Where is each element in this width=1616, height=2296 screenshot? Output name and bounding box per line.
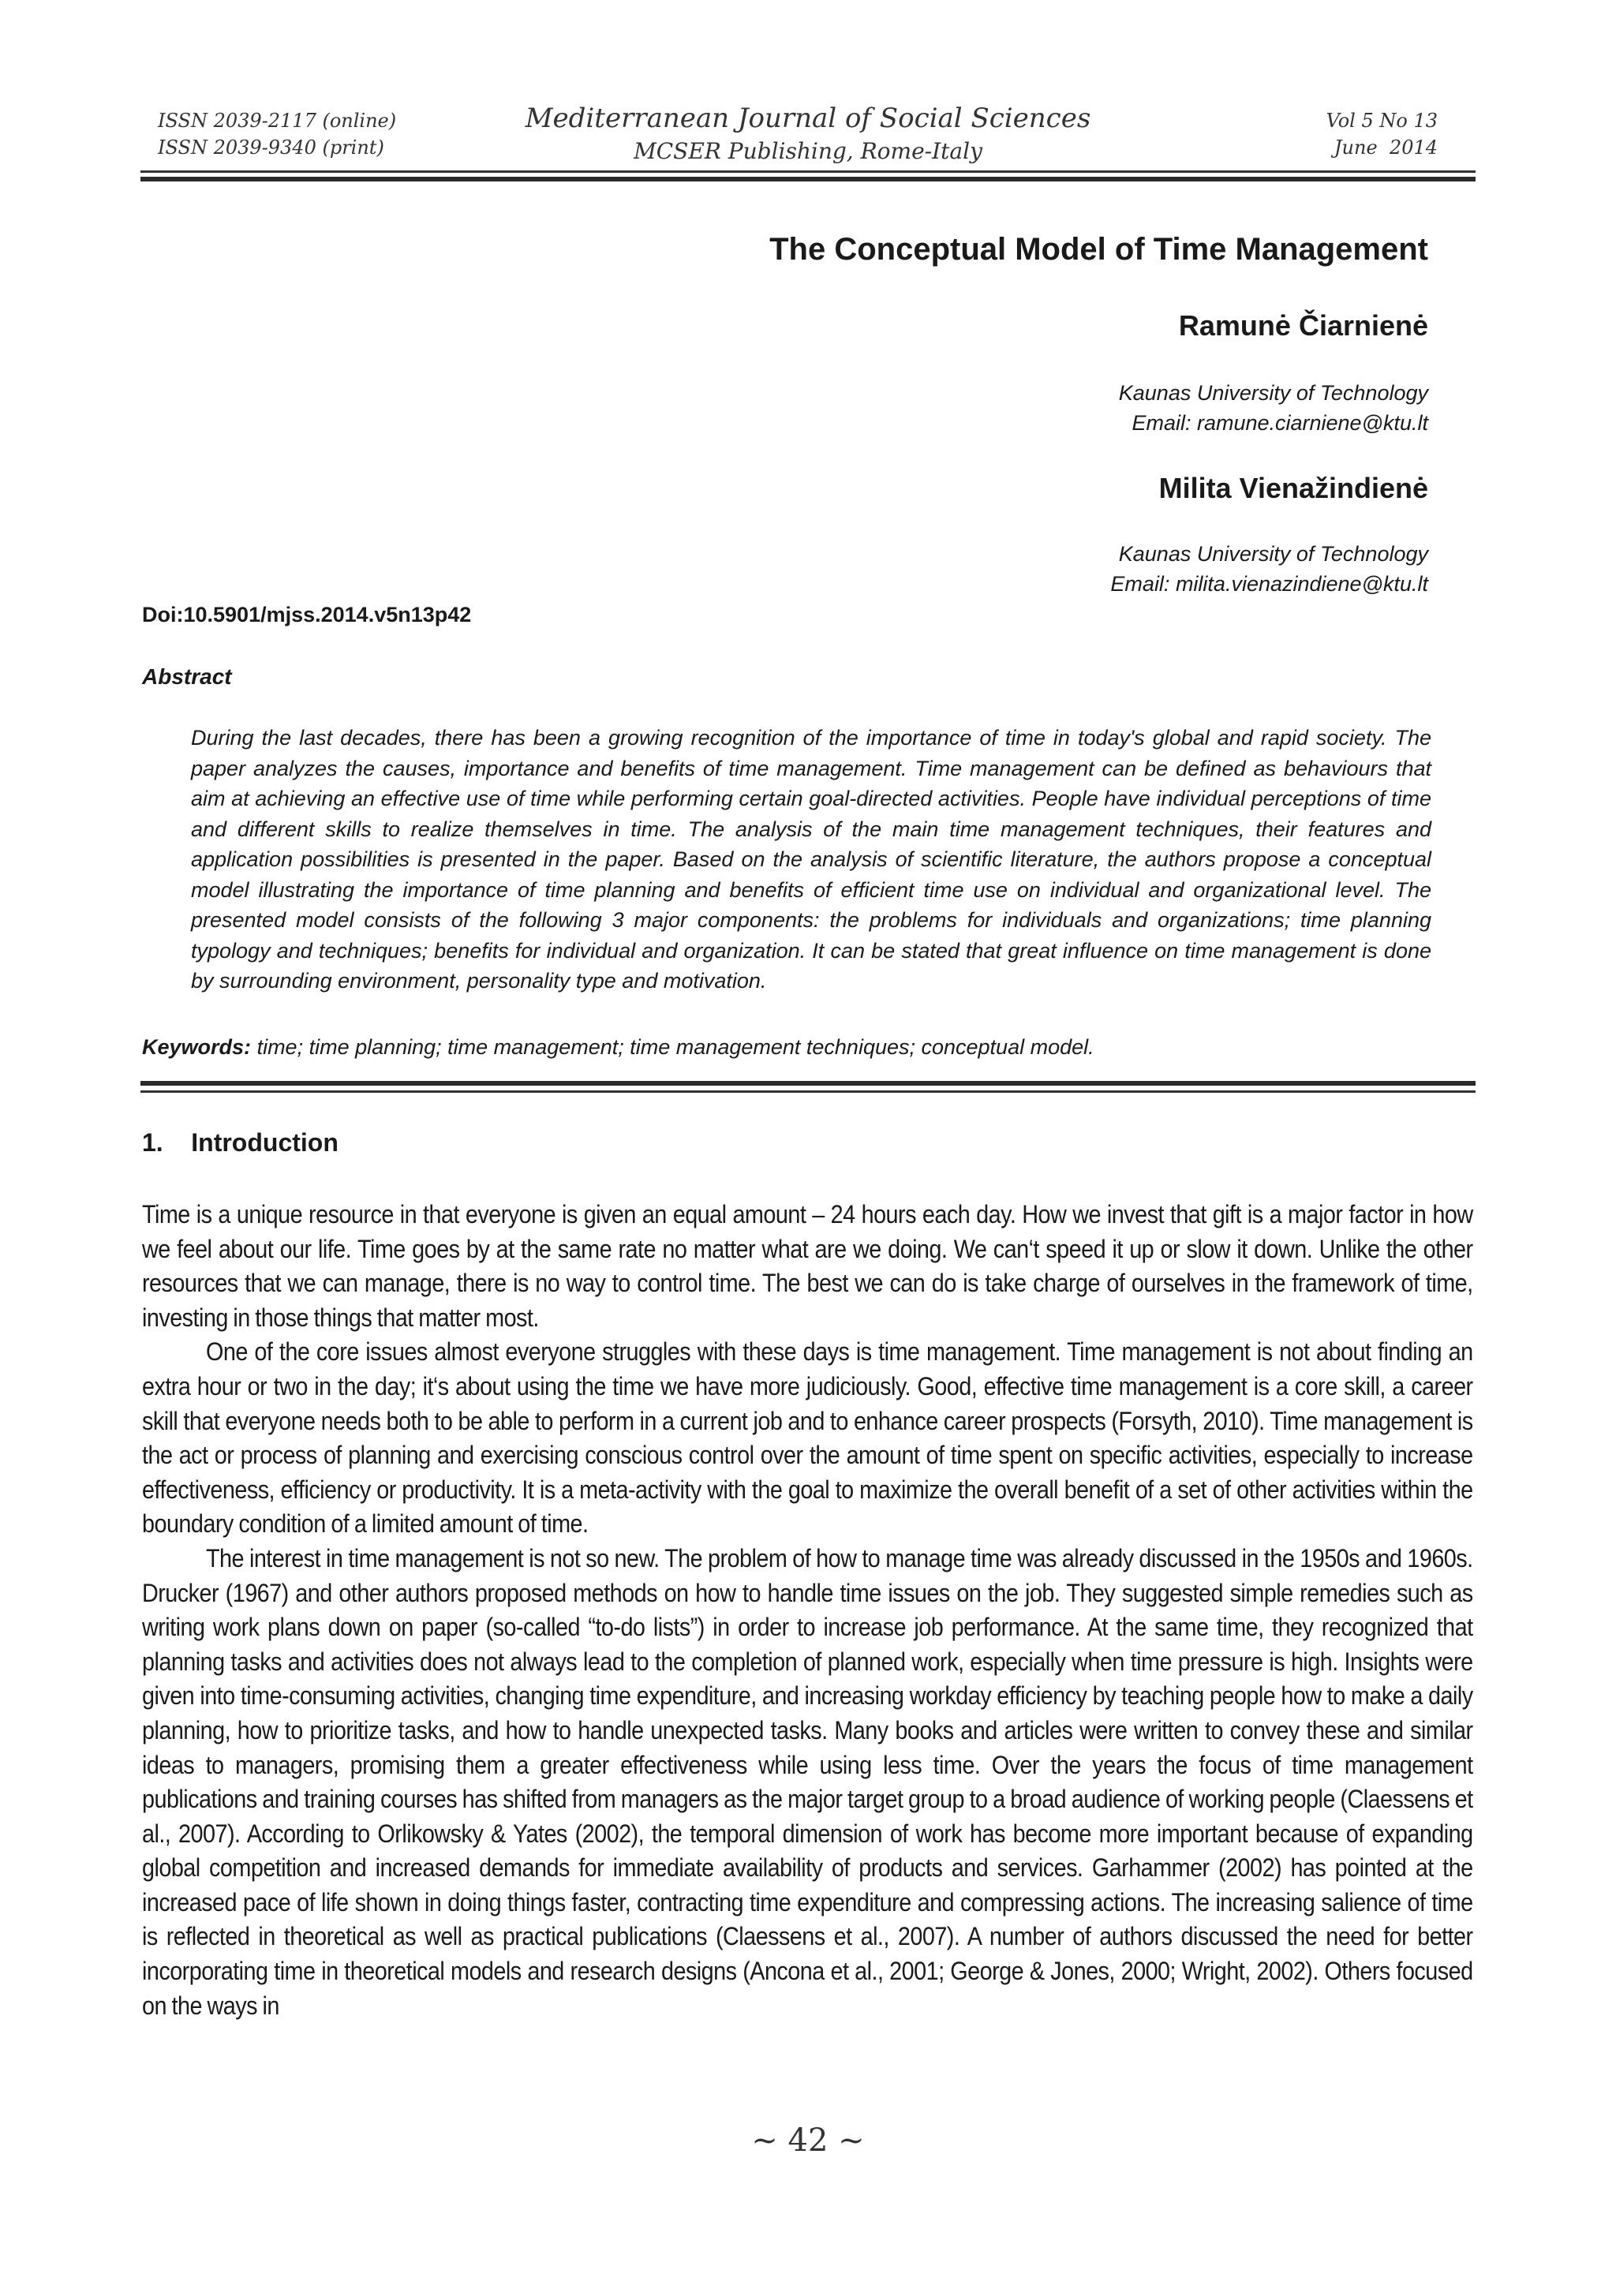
volume-issue: Vol 5 No 13 <box>1326 110 1438 132</box>
journal-name: Mediterranean Journal of Social Sciences <box>525 103 1091 134</box>
keywords-label: Keywords: <box>142 1035 252 1059</box>
abstract-rule-thin <box>140 1090 1476 1093</box>
doi[interactable]: Doi:10.5901/mjss.2014.v5n13p42 <box>142 603 472 626</box>
issue-date: June 2014 <box>1334 136 1438 159</box>
publisher-line: MCSER Publishing, Rome-Italy <box>634 138 982 164</box>
issn-online: ISSN 2039-2117 (online) <box>158 110 397 132</box>
section-body <box>142 1198 1473 2023</box>
paragraph: The interest in time management is not so new. The problem of how to manage time was already discussed in the 1950s and 1960s. Drucker (1967) and other authors proposed methods on how to handle time issues on the job. They suggested simple remedies such as writing work plans down on paper (so-called “to-do lists”) in order to increase job performance. At the same time, they recognized that planning tasks and activities does not always lead to the completion of planned work, especially when time pressure is high. Insights were given into time-consuming activities, changing time expenditure, and increasing workday efficiency by teaching people how to make a daily planning, how to prioritize tasks, and how to handle unexpected tasks. Many books and articles were written to convey these and similar ideas to managers, promising them a greater effectiveness while using less time. Over the years the focus of time management publications and training courses has shifted from managers as the major target group to a broad audience of working people (Claessens et al., 2007). According to Orlikowsky & Yates (2002), the temporal dimension of work has become more important because of expanding global competition and increased demands for immediate availability of products and services. Garhammer (2002) has pointed at the increased pace of life shown in doing things faster, contracting time expenditure and compressing actions. The increasing salience of time is reflected in theoretical as well as practical publications (Claessens et al., 2007). A number of authors discussed the need for better incorporating time in theoretical models and research designs (Ancona et al., 2001; George & Jones, 2000; Wright, 2002). Others focused on the ways in <box>142 1543 1473 2020</box>
abstract-rule-thick <box>140 1081 1476 1086</box>
header-rule-thin <box>140 170 1476 173</box>
paragraph: One of the core issues almost everyone struggles with these days is time management. Time management is not about finding an extra hour or two in the day; it‘s about using the time we have more judiciously. Good, effective time management is a core skill, a career skill that everyone needs both to be able to perform in a current job and to enhance career prospects (Forsyth, 2010). Time management is the act or process of planning and exercising conscious control over the amount of time spent on specific activities, especially to increase effectiveness, efficiency or productivity. It is a meta-activity with the goal to maximize the overall benefit of a set of other activities within the boundary condition of a limited amount of time. <box>142 1337 1473 1539</box>
abstract-text: During the last decades, there has been a growing recognition of the importance of time in today's global and rapid society. The paper analyzes the causes, importance and benefits of time management. Time management can be defined as behaviours that aim at achieving an effective use of time while performing certain goal-directed activities. People have individual perceptions of time and different skills to realize themselves in time. The analysis of the main time management techniques, their features and application possibilities is presented in the paper. Based on the analysis of scientific literature, the authors propose a conceptual model illustrating the importance of time planning and benefits of efficient time use on individual and organizational level. The presented model consists of the following 3 major components: the problems for individuals and organizations; time planning typology and techniques; benefits for individual and organization. It can be stated that great influence on time management is done by surrounding environment, personality type and motivation. <box>191 726 1431 993</box>
author-2-affiliation: Kaunas University of Technology <box>1118 542 1428 566</box>
article-title: The Conceptual Model of Time Management <box>769 232 1428 267</box>
page-number: ~ 42 ~ <box>751 2122 865 2159</box>
keywords-text: time; time planning; time management; time management techniques; conceptual model. <box>256 1035 1094 1059</box>
abstract-heading: Abstract <box>142 664 232 689</box>
keywords-line <box>142 1035 1094 1060</box>
author-2-email[interactable]: Email: milita.vienazindiene@ktu.lt <box>1110 572 1428 596</box>
paragraph: Time is a unique resource in that everyone is given an equal amount – 24 hours each day. How we invest that gift is a major factor in how we feel about our life. Time goes by at the same rate no matter what are we doing. We can‘t speed it up or slow it down. Unlike the other resources that we can manage, there is no way to control time. The best we can do is take charge of ourselves in the framework of time, investing in those things that matter most. <box>142 1200 1473 1332</box>
author-2-name: Milita Vienažindienė <box>1158 472 1428 504</box>
author-1-email[interactable]: Email: ramune.ciarniene@ktu.lt <box>1132 411 1428 435</box>
author-1-name: Ramunė Čiarnienė <box>1178 309 1428 342</box>
header-rule-thick <box>140 177 1476 181</box>
section-heading: 1. Introduction <box>142 1128 339 1157</box>
author-1-affiliation: Kaunas University of Technology <box>1118 381 1428 405</box>
issn-print: ISSN 2039-9340 (print) <box>158 136 384 159</box>
